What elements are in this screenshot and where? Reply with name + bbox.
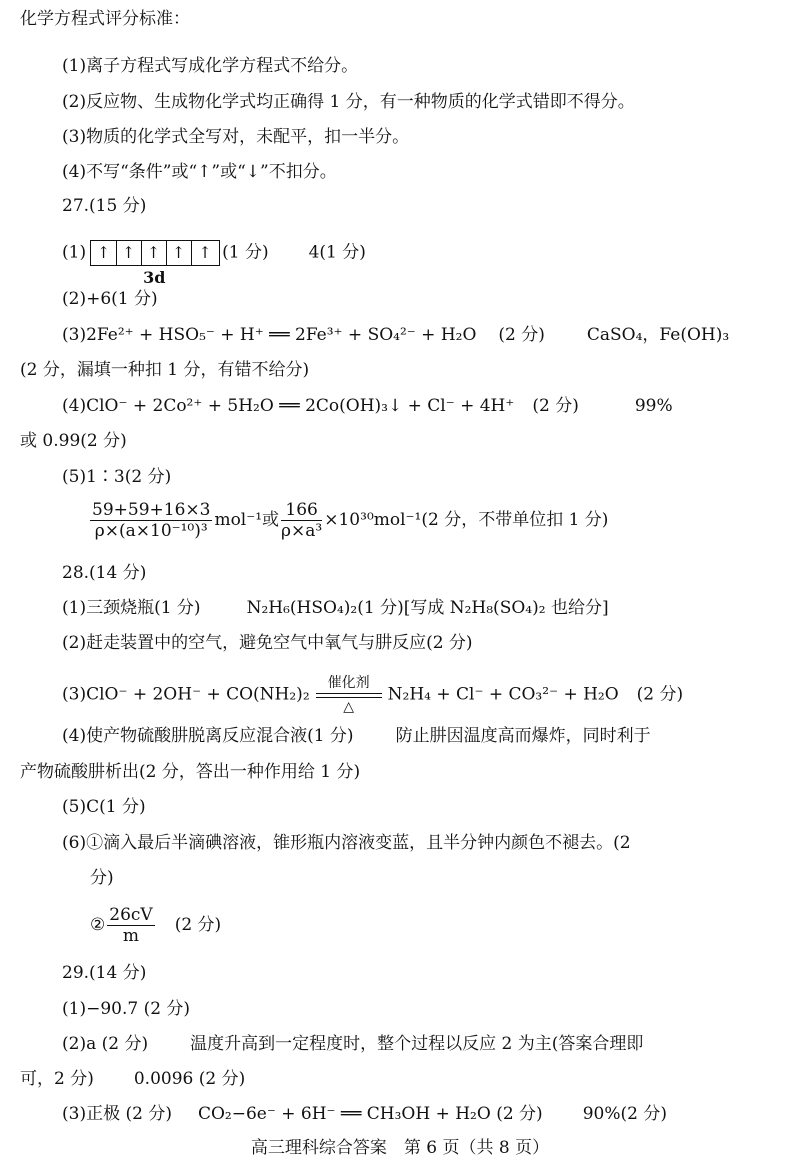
rule-1: (1)离子方程式写成化学方程式不给分。: [62, 56, 359, 76]
or-text: 或: [262, 510, 280, 530]
q27-p4-alt: 或 0.99(2 分): [20, 431, 127, 451]
q28-p4-a: (4)使产物硫酸肼脱离反应混合液(1 分): [62, 726, 354, 746]
orbital-cell: ↑: [198, 243, 212, 262]
q27-p4-label: (4): [62, 396, 87, 416]
q27-p1-label: (1): [62, 242, 87, 263]
q27-p5-tail: ×10³⁰mol⁻¹(2 分，不带单位扣 1 分): [324, 510, 609, 530]
q28-p6-formula: [90, 905, 221, 946]
orbital-cell: ↑: [91, 241, 117, 265]
q29-p2-c: 可，2 分): [20, 1069, 94, 1089]
heat-icon: △: [343, 699, 355, 715]
fraction-numerator: 166: [281, 500, 322, 521]
density-fraction-1: [90, 500, 212, 541]
q27-p4: [62, 395, 673, 417]
q29-p3-b: 90%(2 分): [582, 1104, 667, 1124]
q28-p4: [62, 725, 651, 747]
q27-title: 27.(15 分): [62, 196, 147, 216]
q29-p2-b: 温度升高到一定程度时，整个过程以反应 2 为主(答案合理即: [190, 1034, 644, 1054]
rule-4: (4)不写“条件”或“↑”或“↓”不扣分。: [62, 162, 337, 182]
q27-p3-equation: 2Fe²⁺ + HSO₅⁻ + H⁺ ══ 2Fe³⁺ + SO₄²⁻ + H₂O: [86, 325, 477, 345]
q29-p3: [62, 1103, 667, 1125]
rule-2: (2)反应物、生成物化学式均正确得 1 分，有一种物质的化学式错即不得分。: [62, 92, 635, 112]
q27-p4-equation: ClO⁻ + 2Co²⁺ + 5H₂O ══ 2Co(OH)₃↓ + Cl⁻ + 4H⁺: [86, 396, 515, 416]
q27-p3-tail: (2 分，漏填一种扣 1 分，有错不给分): [20, 360, 310, 380]
q27-p3-answer2: CaSO₄，Fe(OH)₃: [586, 325, 730, 345]
q29-p2-a: (2)a (2 分): [62, 1034, 149, 1054]
fraction-denominator: ρ×(a×10⁻¹⁰)³: [94, 521, 208, 541]
orbital-cell: ↑: [141, 241, 167, 265]
q27-p3-score: (2 分): [498, 325, 545, 345]
orbital-diagram: [90, 240, 220, 287]
q28-p3: [62, 675, 683, 715]
density-fraction-2: [281, 500, 322, 541]
q28-title: 28.(14 分): [62, 563, 147, 583]
q27-p5-ratio: (5)1∶3(2 分): [62, 467, 172, 487]
q28-p2: (2)赶走装置中的空气，避免空气中氧气与肼反应(2 分): [62, 633, 473, 653]
q27-p5-formula: [88, 500, 608, 541]
q29-p2-line2: [20, 1068, 245, 1090]
q28-p5: (5)C(1 分): [62, 797, 146, 817]
q27-p4-score: (2 分): [532, 396, 579, 416]
q27-p1-score: (1 分): [222, 242, 269, 263]
purity-fraction: [107, 905, 154, 946]
orbital-cell: ↑: [116, 241, 142, 265]
q27-p4-answer2: 99%: [634, 396, 673, 416]
q28-p3-left: (3)ClO⁻ + 2OH⁻ + CO(NH₂)₂: [62, 684, 310, 705]
q28-p6-line2: 分): [90, 868, 114, 888]
q27-p1-answer2: 4(1 分): [308, 242, 366, 263]
q28-p1-a: (1)三颈烧瓶(1 分): [62, 598, 201, 618]
fraction-denominator: ρ×a³: [281, 521, 323, 541]
q27-p3: [62, 324, 729, 346]
q29-p2-d: 0.0096 (2 分): [133, 1069, 246, 1089]
q29-p3-a: (3)正极 (2 分): [62, 1104, 172, 1124]
q27-p2: (2)+6(1 分): [62, 289, 158, 309]
q28-p6-score: (2 分): [174, 915, 222, 935]
q28-p3-right: N₂H₄ + Cl⁻ + CO₃²⁻ + H₂O: [387, 684, 619, 705]
fraction-denominator: m: [122, 926, 140, 946]
q29-title: 29.(14 分): [62, 963, 147, 983]
rule-3: (3)物质的化学式全写对，未配平，扣一半分。: [62, 127, 410, 147]
q28-p1-b: N₂H₆(HSO₄)₂(1 分)[写成 N₂H₈(SO₄)₂ 也给分]: [246, 598, 609, 618]
catalyst-label: 催化剂: [327, 675, 370, 691]
page-footer: 高三理科综合答案 第 6 页（共 8 页）: [250, 1138, 550, 1158]
q28-p6-line1: (6)①滴入最后半滴碘溶液，锥形瓶内溶液变蓝，且半分钟内颜色不褪去。(2: [62, 833, 631, 853]
orbital-label: 3d: [143, 268, 166, 287]
q28-p4-b: 防止肼因温度高而爆炸，同时利于: [395, 726, 651, 746]
q28-p4-c: 产物硫酸肼析出(2 分，答出一种作用给 1 分): [20, 762, 361, 782]
q29-p3-eq: CO₂−6e⁻ + 6H⁻ ══ CH₃OH + H₂O (2 分): [197, 1104, 543, 1124]
q27-p3-label: (3): [62, 325, 87, 345]
catalyst-arrow: [316, 675, 382, 715]
q27-p1: [62, 240, 366, 287]
unit: mol⁻¹: [214, 510, 263, 530]
q28-p3-score: (2 分): [636, 684, 684, 705]
q29-p1: (1)−90.7 (2 分): [62, 999, 191, 1019]
circled-2: ②: [90, 915, 106, 935]
q28-p1: [62, 597, 609, 619]
q29-p2: [62, 1033, 643, 1055]
fraction-numerator: 59+59+16×3: [92, 500, 211, 520]
header-title: 化学方程式评分标准：: [20, 9, 190, 29]
fraction-numerator: 26cV: [109, 905, 153, 925]
orbital-cell: ↑: [166, 241, 192, 265]
